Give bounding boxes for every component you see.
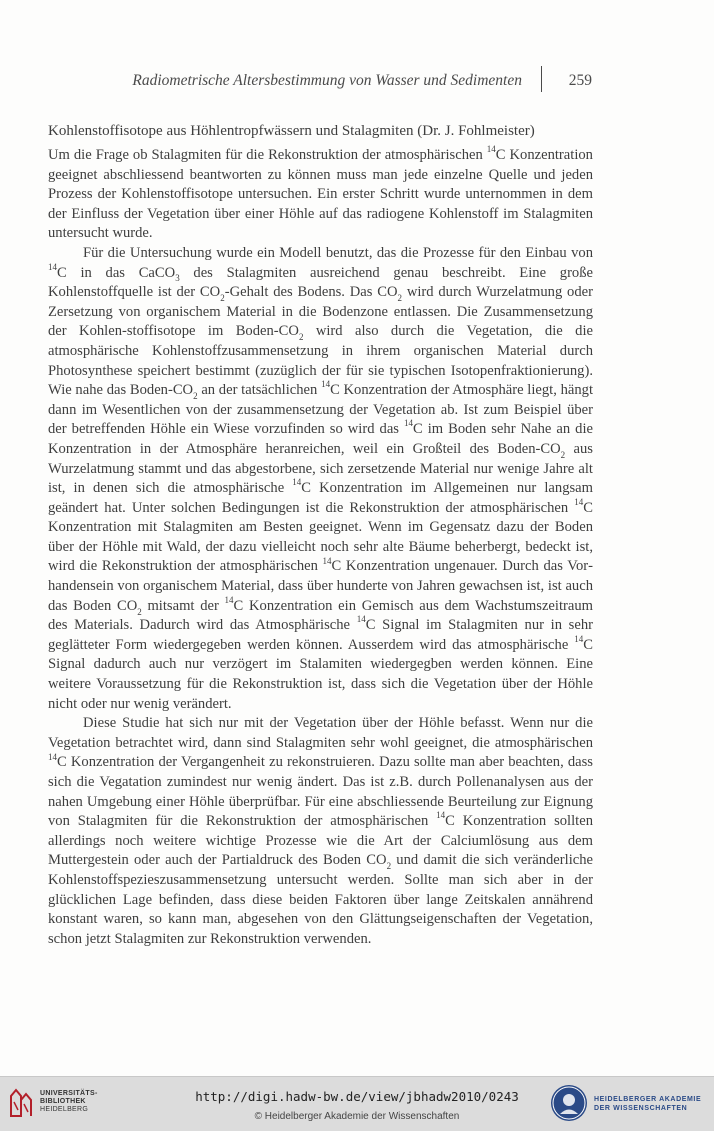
text-run: C Konzentration im Allgemeinen nur langsam geändert hat. Unter solchen Bedingungen ist die Rekonstruktion der atmosphärischen: [48, 480, 593, 516]
superscript: 14: [574, 496, 584, 507]
academy-name: [594, 1095, 701, 1113]
text-run: C Signal dadurch auch nur verzögert im Stalamiten wiedergegben werden können. Eine weitere Voraussetzung für die Rekonstruktion ist, dass sich die Vegetation über der Höhle nicht oder nur wenig verändert.: [48, 636, 593, 712]
text-run: Diese Studie hat sich nur mit der Vegetation über der Höhle befasst. Wenn nur die Vegetation betrachtet wird, dann sind Stalagmiten sehr wohl geeignet, die atmosphärischen: [48, 715, 593, 751]
superscript: 14: [486, 144, 496, 155]
text-run: C in das CaCO: [57, 264, 176, 281]
digitization-footer: [0, 1076, 714, 1131]
subscript: 2: [220, 293, 225, 304]
library-name-line: UNIVERSITÄTS-: [40, 1090, 98, 1097]
copyright-notice: © Heidelberger Akademie der Wissenschaften: [254, 1111, 460, 1122]
main-text: [48, 121, 593, 949]
text-run: wird also durch die Vegetation, die die atmosphärische Kohlenstoffzusammensetzung in ihrem organischen Material durch Photosynthese speichert bestimmt (zuzüglich der für sie typischen Isotopenfraktionierung). Wie nahe das Boden-CO: [48, 323, 593, 399]
subscript: 2: [137, 606, 142, 617]
text-run: C Konzentration ungenauer. Durch das Vorhandensein von organischem Material, dass über hunderte von Jahren gewachsen ist, ist auch das Boden CO: [48, 558, 593, 614]
academy-name-line: HEIDELBERGER AKADEMIE: [594, 1096, 702, 1103]
subscript: 2: [397, 293, 403, 304]
text-run: C Konzentration der Vergangenheit zu rekonstruieren. Dazu sollte man aber beachten, dass sich die Vegatation zumindest nur wenig ändert. Das ist z.B. durch Pollenanalysen aus der nahen Umgebung einer Höhle überprüfbar. Für eine abschliessende Beurteilung zur Eignung von Stalagmiten für die Rekonstruktion der atmosphärischen: [48, 754, 593, 830]
text-run: C Konzentration mit Stalagmiten am Besten geeignet. Wenn im Gegensatz dazu der Boden über der Höhle mit Wald, der dazu vielleicht noch sehr alte Bäume beherbergt, bedeckt ist, wird die Rekonstruktion der atmosphärischen: [48, 499, 593, 575]
subscript: 2: [298, 332, 304, 343]
library-name-line: BIBLIOTHEK: [40, 1098, 86, 1105]
superscript: 14: [322, 555, 332, 566]
section-heading: Kohlenstoffisotope aus Höhlentropfwässern und Stalagmiten (Dr. J. Fohlmeister): [48, 123, 535, 139]
running-title: Radiometrische Altersbestimmung von Wasser und Sedimenten: [132, 72, 522, 89]
text-run: C im Boden sehr Nahe an die Konzentration in der Atmosphäre heranreichen, weil ein Großteil des Boden-CO: [48, 421, 593, 457]
body-paragraphs: [48, 146, 593, 949]
subscript: 2: [386, 861, 392, 872]
text-run: aus Wurzelatmung stammt und das abgestorbene, sich zersetzende Material nur wenige Jahre alt ist, in denen sich die atmosphärische: [48, 440, 593, 497]
superscript: 14: [321, 379, 331, 390]
subscript: 2: [560, 449, 566, 460]
academy-name-line: DER WISSENSCHAFTEN: [594, 1105, 688, 1112]
text-run: -Gehalt des Bodens. Das CO: [224, 284, 398, 301]
superscript: 14: [48, 261, 57, 272]
text-run: C Signal im Stalagmiten nur in sehr geglätteter Form wiedergegeben werden können. Ausserdem wird das atmosphärische: [48, 617, 593, 653]
text-run: mitsamt der: [141, 597, 225, 614]
superscript: 14: [403, 418, 413, 429]
text-run: Um die Frage ob Stalagmiten für die Rekonstruktion der atmosphärischen: [48, 147, 487, 163]
header-divider: [541, 66, 542, 92]
superscript: 14: [224, 594, 234, 605]
text-run: wird durch Wurzelatmung oder Zersetzung von organischem Material in die Bodenzone entlassen. Die Zusammensetzung der Kohlen-stoffisotope im Boden-CO: [48, 284, 593, 340]
page-number: 259: [568, 72, 592, 89]
text-run: C Konzentration der Atmosphäre liegt, hängt dann im Wesentlichen von der zusammensetzung der Vegetation ab. Ist zum Beispiel über der betreffenden Höhle ein Wiese vorzufinden so wird das: [48, 382, 594, 438]
paragraph: [48, 146, 593, 244]
library-name-line: HEIDELBERG: [40, 1106, 89, 1113]
subscript: 2: [193, 391, 198, 402]
permalink-url[interactable]: http://digi.hadw-bw.de/view/jbhadw2010/0243: [195, 1089, 519, 1104]
subscript: 3: [175, 273, 180, 284]
text-run: C Konzentration geeignet abschliessend beantworten zu können muss man jede einzelne Quelle und jeden Prozess der Kohlenstoffisotope untersuchen. Ein erster Schritt wurde unternommen in dem der Einfluss der Vegetation über einer Höhle auf das radiogene Kohlenstoff im Stalagmiten untersucht wurde.: [48, 147, 593, 242]
superscript: 14: [436, 810, 446, 821]
academy-seal-icon: [551, 1085, 587, 1121]
running-header: [48, 72, 592, 96]
text-run: und damit die sich veränderliche Kohlenstoffspezieszusammensetzung untersucht werden. Sollte man sich aber in der glücklichen Lage befinden, dass diese beiden Faktoren über lange Zeitskalen annährend konstant waren, so kann man, abgesehen von den Glättungseigenschaften der Vegetation, schon jetzt Stalagmiten zur Rekonstruktion verwenden.: [48, 852, 593, 947]
paragraph: [48, 244, 593, 714]
text-run: C Konzentration ein Gemisch aus dem Wachstumszeitraum des Materials. Dadurch wird das Atmosphärische: [48, 597, 593, 634]
superscript: 14: [292, 477, 302, 488]
text-run: C Konzentration sollten allerdings noch weitere wichtige Prozesse wie die Art der Calciumlösung aus dem Muttergestein oder auch der Partialdruck des Boden CO: [48, 813, 593, 869]
text-run: des Stalagmiten ausreichend genau beschreibt. Eine große Kohlenstoffquelle ist der CO: [48, 264, 594, 301]
text-run: an der tatsächlichen: [197, 382, 322, 399]
paragraph: [48, 714, 593, 949]
superscript: 14: [574, 633, 584, 644]
text-run: Für die Untersuchung wurde ein Modell benutzt, das die Prozesse für den Einbau von: [83, 244, 593, 261]
superscript: 14: [356, 614, 366, 625]
superscript: 14: [48, 751, 57, 762]
